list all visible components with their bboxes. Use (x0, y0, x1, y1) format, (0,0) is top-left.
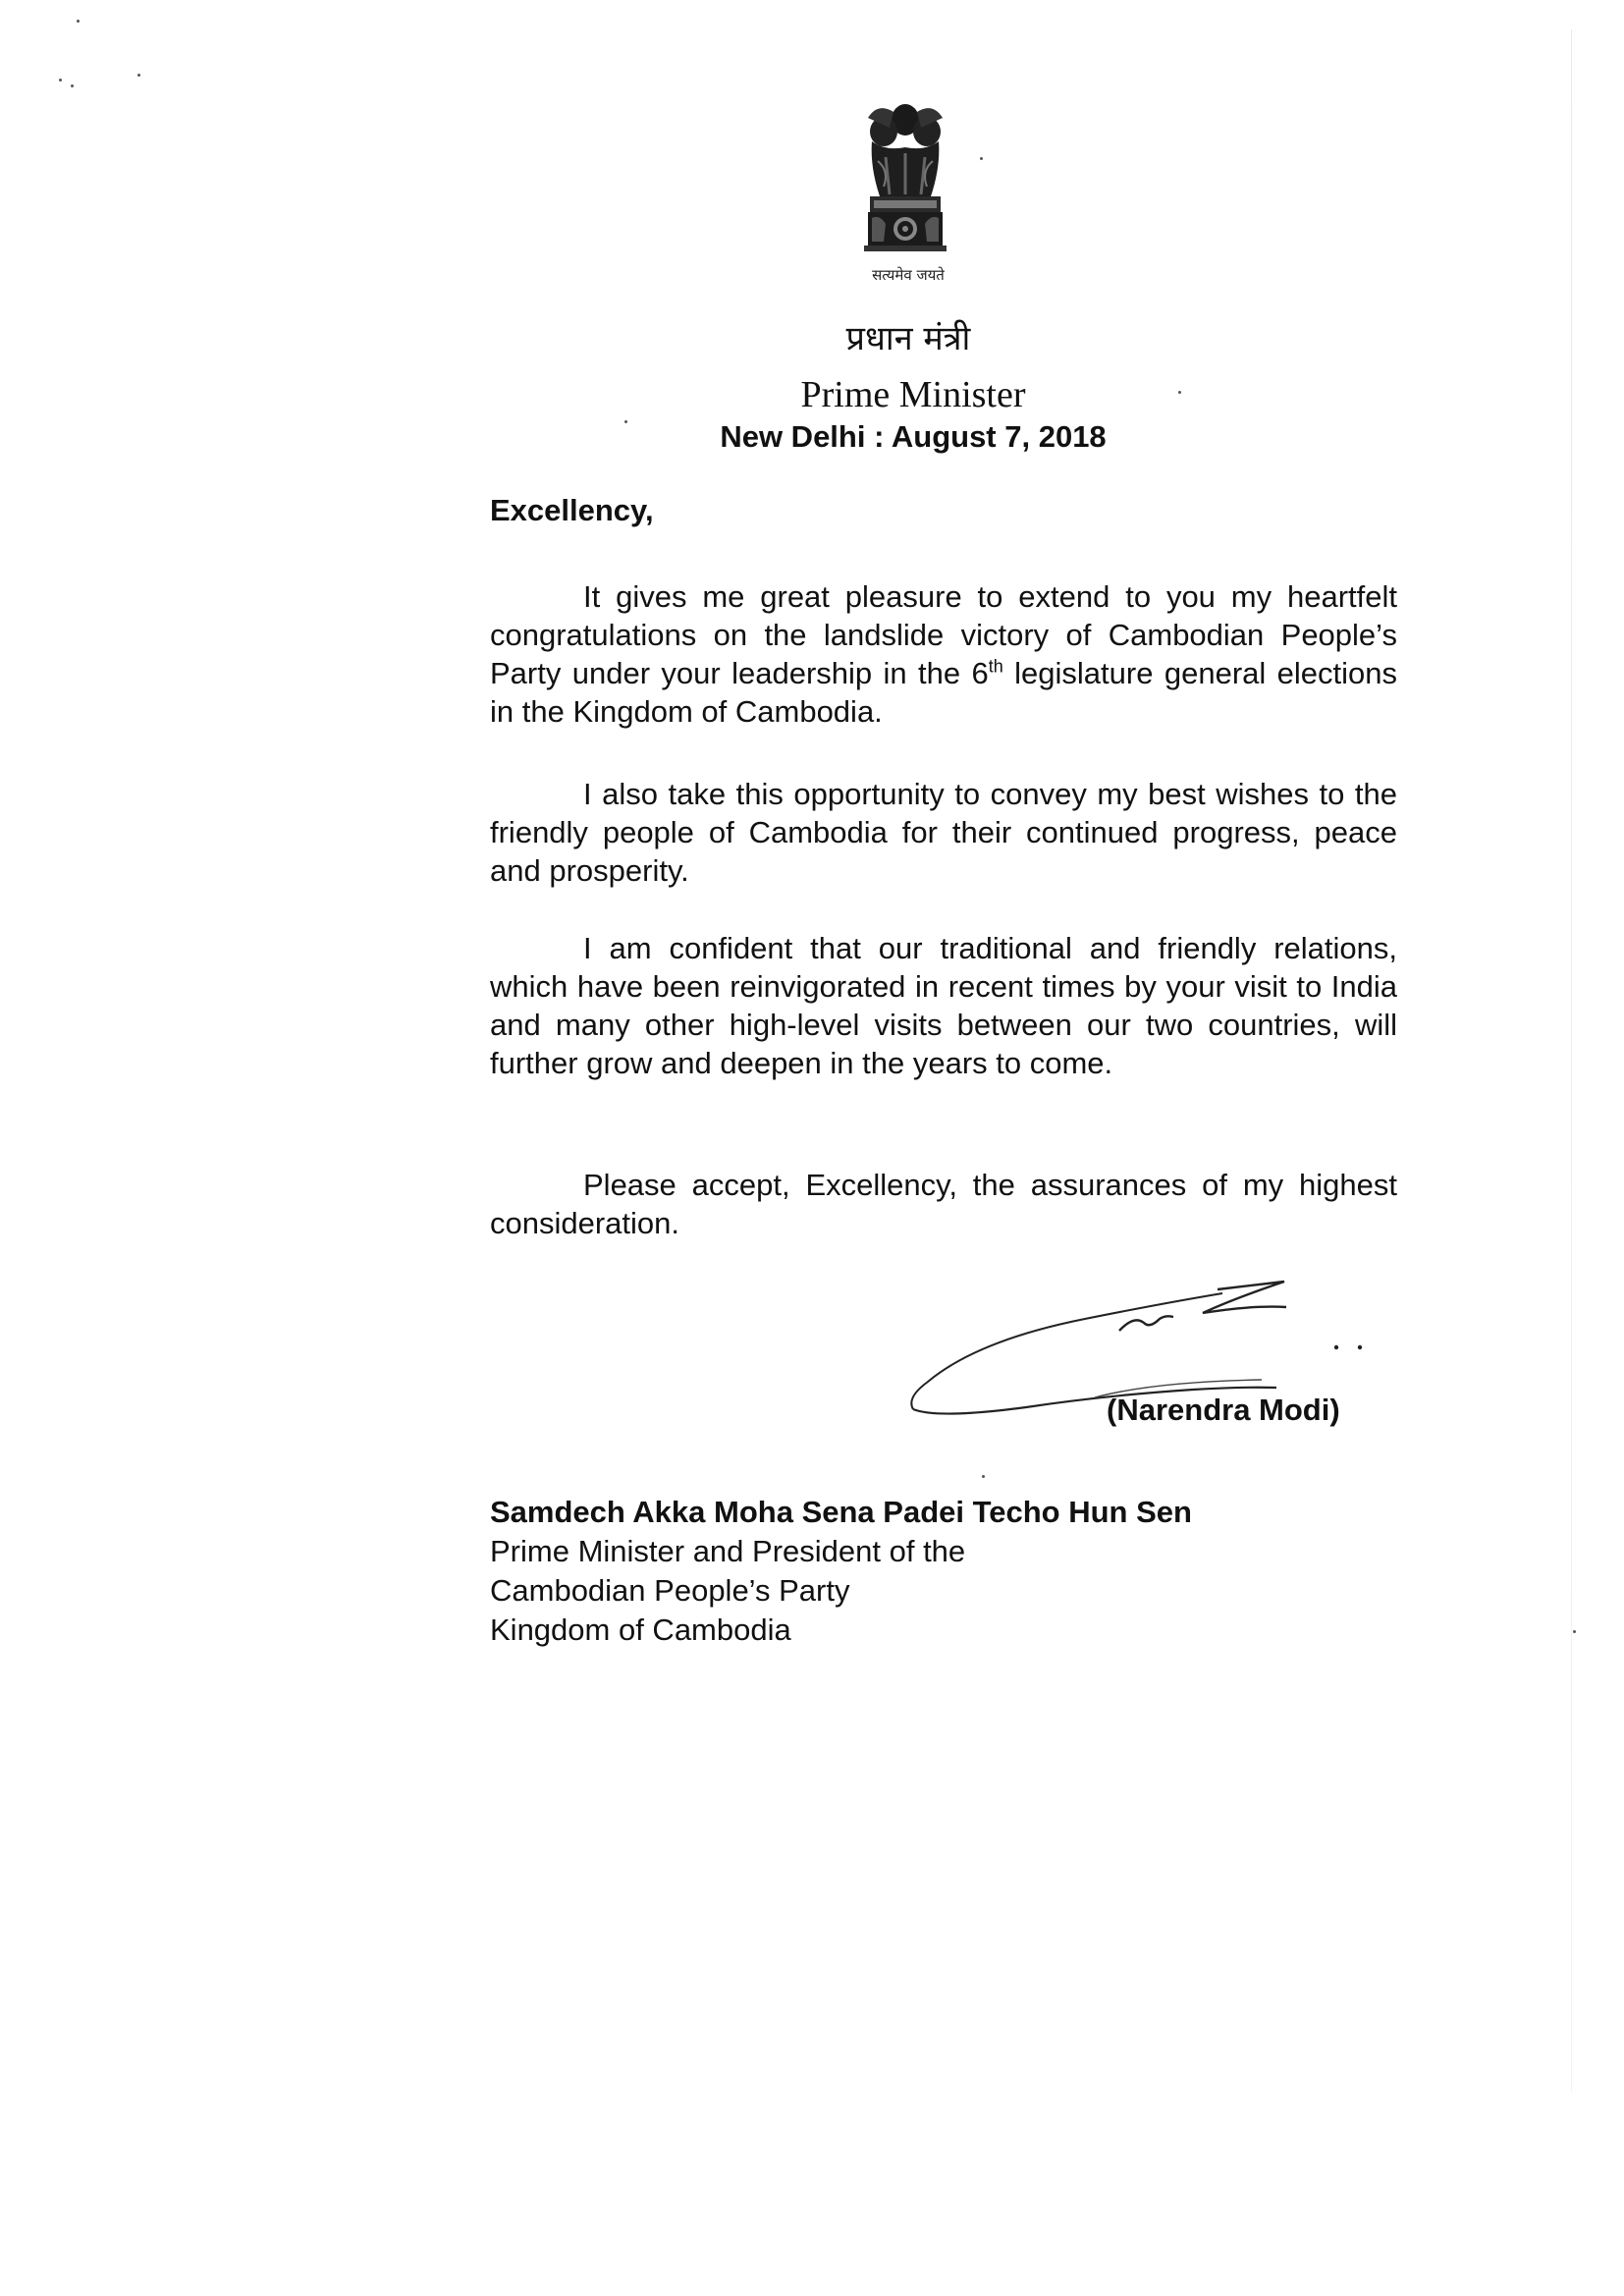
scan-speck (982, 1475, 985, 1478)
recipient-address-block (490, 1493, 1192, 1650)
scan-speck (1573, 1630, 1576, 1633)
paragraph-closing: Please accept, Excellency, the assurances of my highest consideration. (490, 1168, 1397, 1240)
scan-speck (137, 74, 140, 77)
place-and-date: New Delhi : August 7, 2018 (720, 419, 1107, 454)
scan-speck (59, 79, 62, 82)
national-motto: सत्यमेव जयते (872, 266, 945, 284)
scan-speck (71, 84, 74, 87)
emblem-of-india-icon (850, 98, 960, 285)
scan-speck (1178, 391, 1181, 394)
ordinal-superscript: th (988, 656, 1003, 677)
paragraph-congratulations (490, 577, 1397, 731)
recipient-country-line: Kingdom of Cambodia (490, 1613, 791, 1647)
recipient-name: Samdech Akka Moha Sena Padei Techo Hun Sen (490, 1495, 1192, 1529)
paragraph-relations: I am confident that our traditional and friendly relations, which have been reinvigorated in recent times by your visit to India and many other high-level visits between our two countries, will further grow and deepen in the years to come. (490, 931, 1397, 1080)
signatory-name: (Narendra Modi) (1107, 1393, 1340, 1427)
paragraph-text: It gives me great pleasure to extend to you my heartfelt congratulations on the landslide victory of Cambodian People’s Party under your leadership in the 6 (490, 579, 1397, 690)
scan-speck (980, 157, 983, 160)
paragraph-text: legislature general elections in the Kingdom of Cambodia. (490, 656, 1397, 729)
scan-speck (624, 420, 627, 423)
paragraph-best-wishes: I also take this opportunity to convey my best wishes to the friendly people of Cambodia for their continued progress, peace and prosperity. (490, 777, 1397, 888)
office-title-english: Prime Minister (800, 374, 1026, 415)
recipient-party-line: Cambodian People’s Party (490, 1573, 850, 1608)
scan-edge-line (1571, 29, 1572, 2092)
office-title-hindi: प्रधान मंत्री (845, 319, 971, 358)
salutation: Excellency, (490, 493, 654, 527)
recipient-title-line: Prime Minister and President of the (490, 1534, 966, 1568)
scan-speck (77, 20, 80, 23)
